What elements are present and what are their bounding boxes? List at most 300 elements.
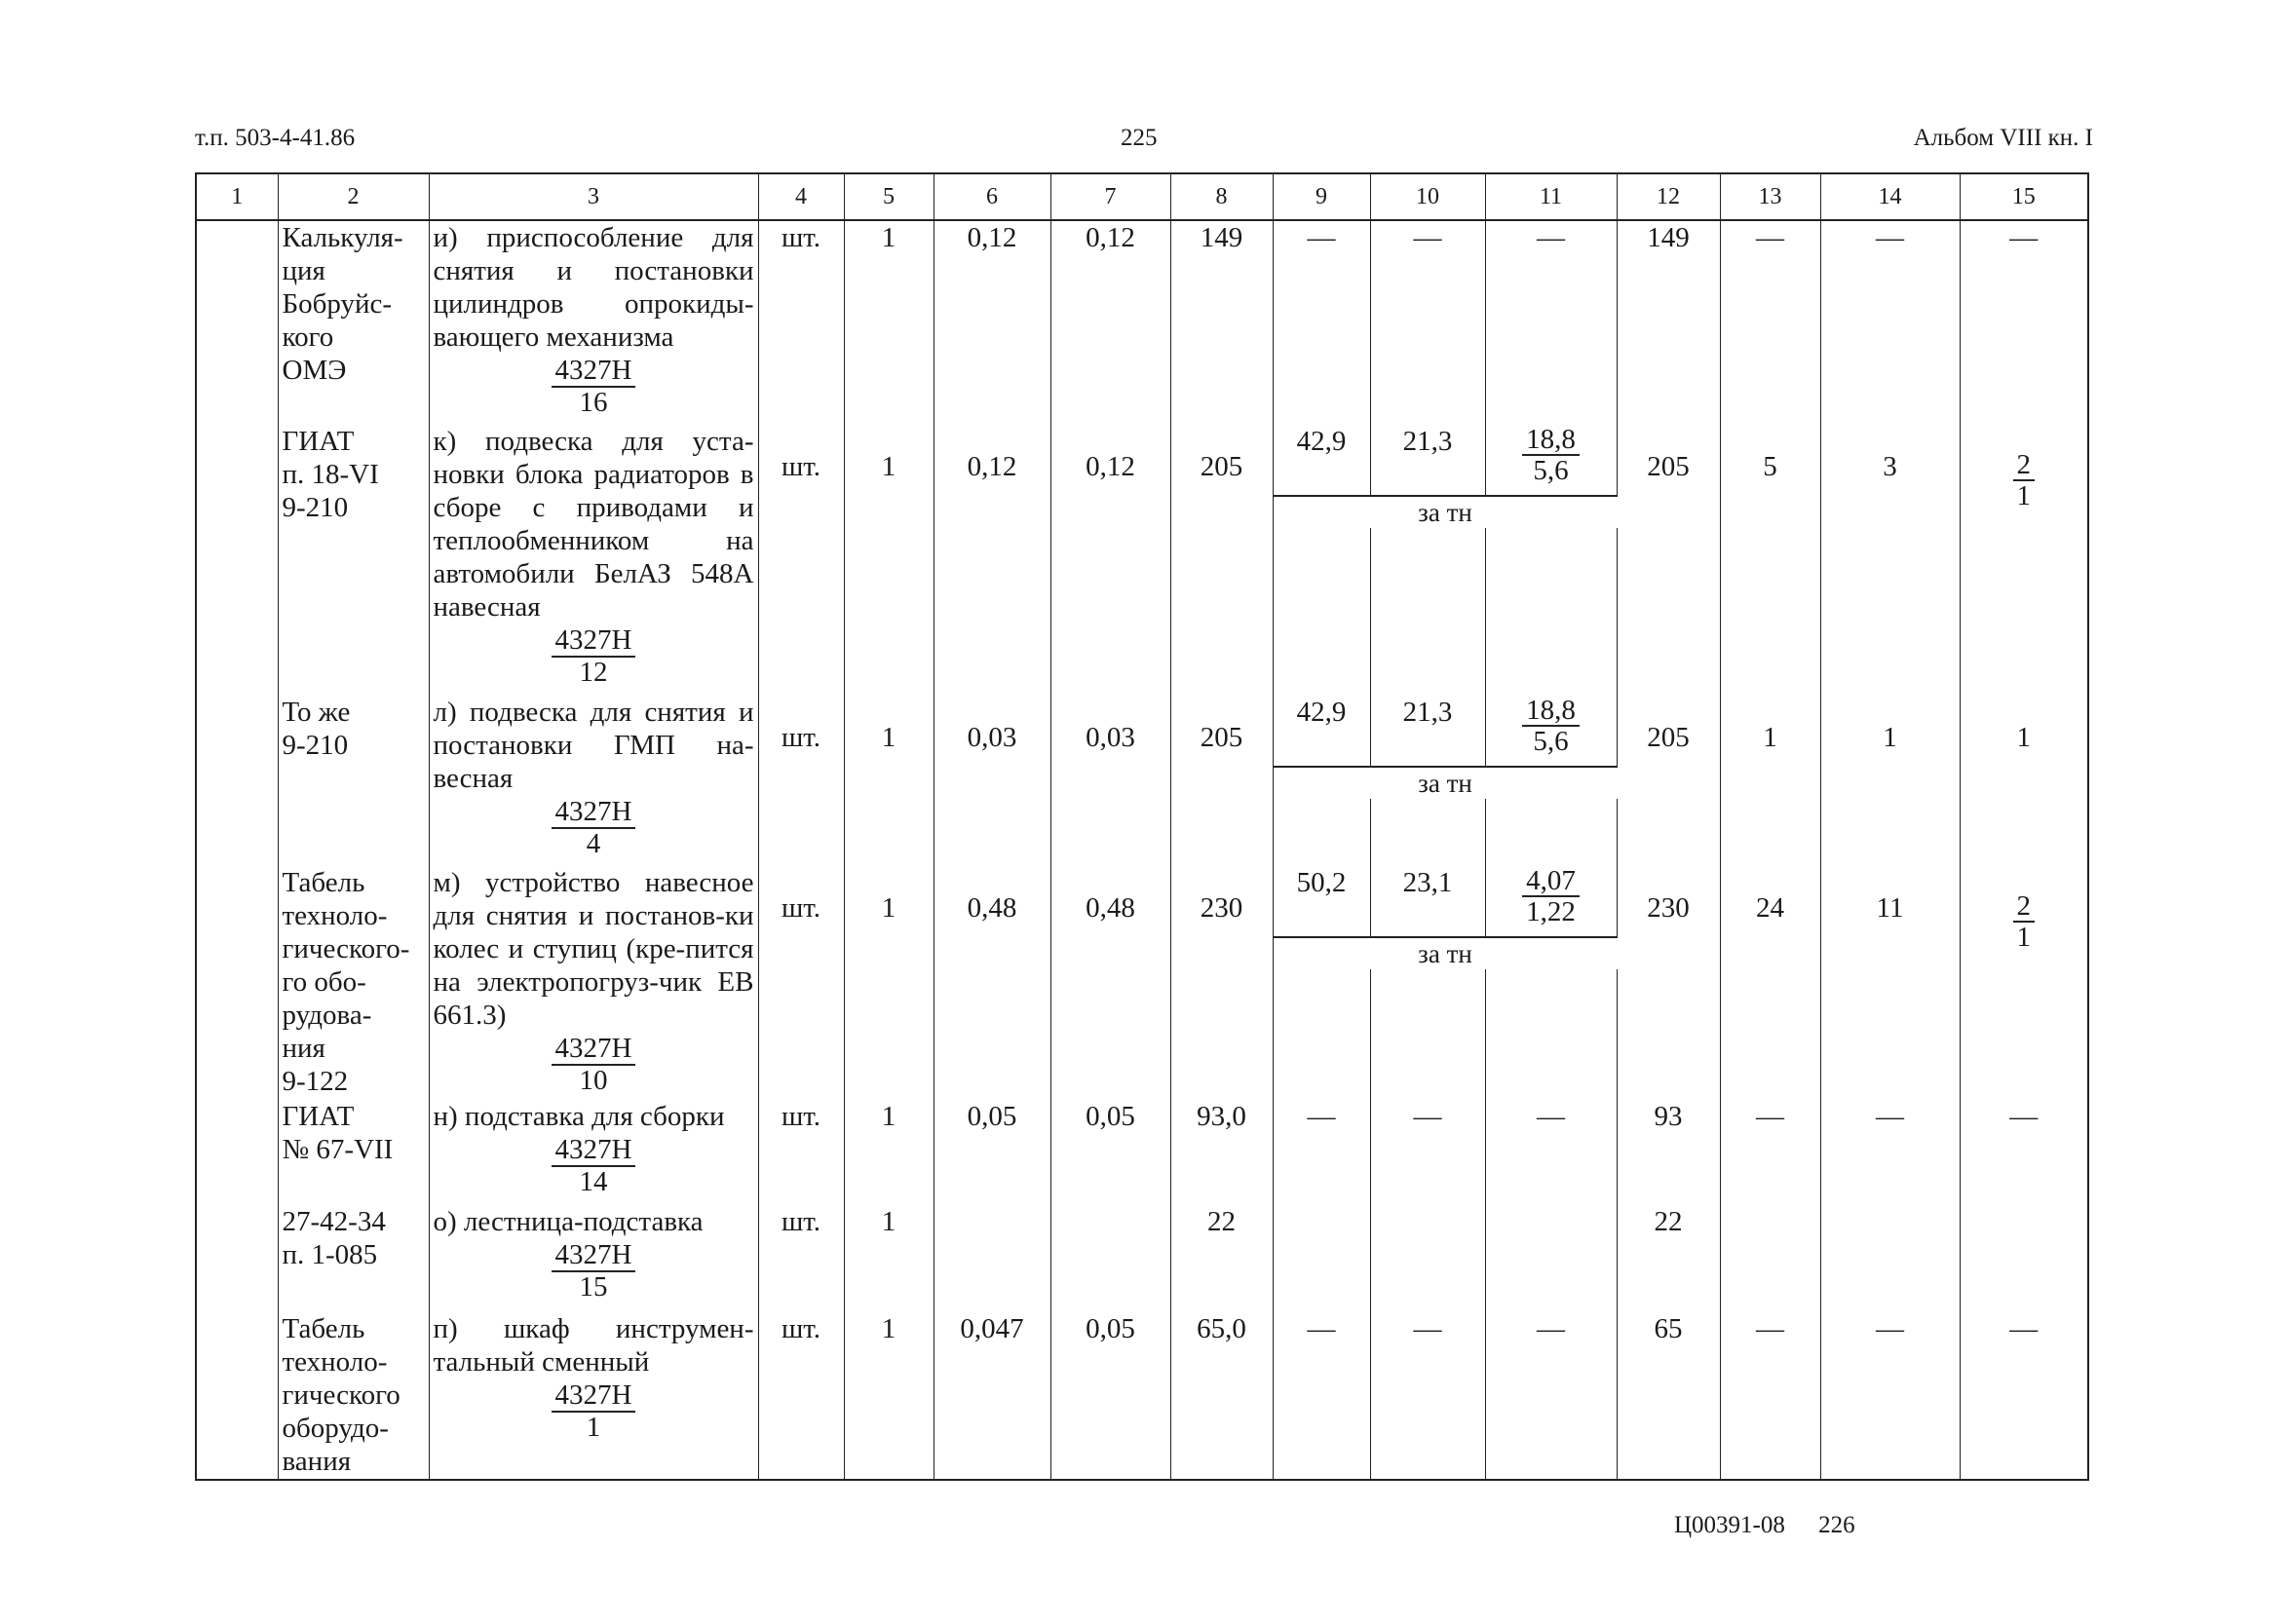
drawing-number: [434, 1379, 754, 1443]
table-row: [196, 1205, 2088, 1312]
table-cell: [1960, 1312, 2088, 1480]
cell-value: 11: [1876, 892, 1904, 924]
description-text: н) подставка для сборки: [433, 1101, 725, 1132]
fraction-denominator: 1: [2016, 480, 2031, 511]
cell-value: —: [1537, 1101, 1565, 1132]
cell-value: 93,0: [1197, 1101, 1246, 1132]
fraction-numerator: 2: [2013, 891, 2036, 923]
unit-cell: [758, 425, 844, 696]
per-ton-label: за тн: [1274, 936, 1618, 969]
row-index-cell: [196, 1312, 278, 1480]
drawing-numerator: 4327Н: [552, 797, 636, 829]
description-cell: [429, 1100, 758, 1205]
description-text: и) приспособление для снятия и постановки цилиндров опрокиды-вающего механизма: [433, 222, 754, 353]
drawing-denominator: 1: [586, 1412, 601, 1443]
fraction-value: [1522, 425, 1580, 485]
table-cell: [1960, 1205, 2088, 1312]
source-line: ГИАТ: [282, 1101, 355, 1132]
spacer: [763, 866, 840, 891]
cell-value: 0,05: [1086, 1313, 1135, 1344]
table-cell: [1720, 1312, 1820, 1480]
cell-value: 0,12: [967, 451, 1017, 482]
cell-value: 0,05: [967, 1101, 1017, 1132]
quantity-value: 1: [881, 222, 896, 253]
column-header: 9: [1273, 173, 1370, 220]
source-line: ция: [282, 255, 325, 286]
fraction-denominator: 1: [2016, 922, 2031, 953]
drawing-number: [434, 354, 754, 418]
cell-value: 42,9: [1296, 697, 1347, 728]
source-line: ГИАТ: [282, 426, 355, 457]
unit-value: шт.: [781, 722, 821, 753]
description-text: п) шкаф инструмен-тальный сменный: [433, 1313, 754, 1378]
table-cell: [1960, 220, 2088, 425]
column-header: 3: [429, 173, 758, 220]
source-line: То же: [282, 697, 351, 728]
source-cell: [278, 1100, 429, 1205]
cell-value: 205: [1647, 451, 1690, 482]
unit-value: шт.: [781, 1206, 821, 1237]
drawing-numerator: 4327Н: [552, 356, 636, 388]
source-line: 9-210: [282, 730, 349, 761]
source-line: 27-42-34: [282, 1206, 386, 1237]
cell-value: 205: [1647, 722, 1690, 753]
table-cell: [1617, 696, 1720, 866]
cell-value: —: [1307, 1101, 1336, 1132]
cell-value: 0,03: [1086, 722, 1135, 753]
footer-code: Ц00391-08: [1674, 1512, 1785, 1538]
quantity-value: 1: [881, 722, 896, 753]
table-cell: [1485, 1205, 1617, 1312]
drawing-numerator: 4327Н: [552, 1240, 636, 1272]
table-cell: [1820, 696, 1960, 866]
description-cell: [429, 425, 758, 696]
fraction-numerator: 2: [2013, 450, 2036, 481]
drawing-denominator: 14: [579, 1166, 608, 1197]
fraction-numerator: 18,8: [1522, 425, 1580, 456]
table-cell: [1170, 1100, 1273, 1205]
table-cell: [1617, 1312, 1720, 1480]
table-row: [196, 220, 2088, 425]
quantity-value: 1: [881, 892, 896, 924]
cell-value: 0,12: [1086, 222, 1135, 253]
spacer: [1825, 425, 1956, 450]
description-cell: [429, 866, 758, 1100]
cell-value: 0,12: [1086, 451, 1135, 482]
cell-value: 1: [2016, 722, 2031, 753]
table-cell: [1370, 1205, 1485, 1312]
spacer: [938, 425, 1047, 450]
fraction-value: [1522, 696, 1580, 756]
cell-value: 93: [1654, 1101, 1683, 1132]
table-cell: [1050, 220, 1170, 425]
table-cell: [1370, 220, 1485, 425]
table-cell: [1170, 1205, 1273, 1312]
table-cell: [934, 1100, 1050, 1205]
table-cell: [1485, 220, 1617, 425]
cell-value: 21,3: [1402, 426, 1453, 457]
unit-value: шт.: [781, 451, 821, 482]
table-cell: [1485, 425, 1617, 696]
cell-value: 0,48: [967, 892, 1017, 924]
cell-value: —: [1756, 1101, 1784, 1132]
unit-value: шт.: [781, 1313, 821, 1344]
fraction-value: [2013, 891, 2036, 952]
row-index-cell: [196, 1100, 278, 1205]
row-index-cell: [196, 696, 278, 866]
cell-value: 5: [1763, 451, 1777, 482]
source-cell: [278, 696, 429, 866]
table-cell: [934, 696, 1050, 866]
row-index-cell: [196, 425, 278, 696]
cell-value: 205: [1200, 722, 1243, 753]
column-header: 5: [844, 173, 934, 220]
cell-value: 0,047: [960, 1313, 1024, 1344]
cell-value: 24: [1756, 892, 1784, 924]
spacer: [1725, 866, 1816, 891]
spacer: [1964, 696, 2084, 721]
table-cell: [1617, 1205, 1720, 1312]
cell-value: 149: [1647, 222, 1690, 253]
column-header: 4: [758, 173, 844, 220]
cell-value: 65: [1654, 1313, 1683, 1344]
source-line: № 67-VII: [282, 1134, 394, 1165]
table-cell: [1960, 696, 2088, 866]
table-cell: [934, 425, 1050, 696]
source-line: Бобруйс-: [282, 288, 393, 320]
drawing-numerator: 4327Н: [552, 1135, 636, 1167]
fraction-denominator: 5,6: [1533, 455, 1569, 486]
footer-page: 226: [1818, 1512, 1855, 1538]
fraction-denominator: 1,22: [1526, 896, 1576, 927]
table-cell: [1820, 1312, 1960, 1480]
source-line: оборудо-: [282, 1413, 389, 1444]
spacer: [1825, 866, 1956, 891]
table-cell: [1960, 1100, 2088, 1205]
per-ton-label: за тн: [1274, 766, 1618, 799]
spacer: [1055, 696, 1166, 721]
spacer: [1725, 425, 1816, 450]
column-header: 14: [1820, 173, 1960, 220]
quantity-cell: [844, 220, 934, 425]
source-line: 9-210: [282, 492, 349, 523]
table-cell: [1050, 866, 1170, 1100]
unit-cell: [758, 1100, 844, 1205]
column-header: 13: [1720, 173, 1820, 220]
drawing-numerator: 4327Н: [552, 1380, 636, 1413]
fraction-value: [1522, 866, 1580, 926]
table-cell: [1720, 1205, 1820, 1312]
table-cell: [1370, 425, 1485, 696]
source-line: Табель: [282, 1313, 365, 1344]
cell-value: 42,9: [1296, 426, 1347, 457]
table-cell: [934, 1312, 1050, 1480]
drawing-number: [434, 1133, 754, 1197]
spacer: [763, 425, 840, 450]
cell-value: 50,2: [1296, 867, 1347, 898]
cell-value: 65,0: [1197, 1313, 1246, 1344]
table-row: [196, 425, 2088, 696]
fraction-denominator: 5,6: [1533, 726, 1569, 757]
description-text: к) подвеска для уста-новки блока радиаторов в сборе с приводами и теплообменником на автомобили БелАЗ 548А навесная: [433, 426, 754, 623]
table-cell: [1820, 866, 1960, 1100]
cell-value: —: [2009, 1313, 2039, 1344]
unit-cell: [758, 1205, 844, 1312]
cell-value: —: [1307, 1313, 1336, 1344]
description-cell: [429, 220, 758, 425]
source-line: 9-122: [282, 1066, 349, 1097]
table-cell: [1370, 1100, 1485, 1205]
cell-value: 3: [1883, 451, 1897, 482]
footer: [1674, 1512, 1883, 1539]
table-cell: [1170, 220, 1273, 425]
drawing-denominator: 10: [579, 1065, 608, 1096]
spacer: [1964, 866, 2084, 891]
spacer: [1825, 696, 1956, 721]
spacer: [1175, 866, 1269, 891]
table-cell: [1617, 866, 1720, 1100]
unit-value: шт.: [781, 222, 821, 253]
cell-value: —: [1756, 222, 1784, 253]
cell-value: —: [1537, 222, 1565, 253]
column-header: 8: [1170, 173, 1273, 220]
table-cell: [1370, 866, 1485, 1100]
cell-value: 149: [1200, 222, 1243, 253]
unit-cell: [758, 220, 844, 425]
cell-value: —: [1413, 222, 1442, 253]
quantity-value: 1: [881, 1313, 896, 1344]
description-text: о) лестница-подставка: [433, 1206, 704, 1237]
column-header: 7: [1050, 173, 1170, 220]
table-cell: [1820, 220, 1960, 425]
column-header: 2: [278, 173, 429, 220]
drawing-numerator: 4327Н: [552, 1034, 636, 1066]
description-text: л) подвеска для снятия и постановки ГМП на-весная: [433, 697, 754, 794]
table-cell: [1050, 425, 1170, 696]
fraction-numerator: 18,8: [1522, 696, 1580, 727]
spacer: [849, 696, 930, 721]
drawing-denominator: 16: [579, 387, 608, 418]
cell-value: 21,3: [1402, 697, 1453, 728]
source-cell: [278, 1312, 429, 1480]
fraction-numerator: 4,07: [1522, 866, 1580, 897]
cell-value: —: [1413, 1101, 1442, 1132]
source-line: п. 1-085: [282, 1239, 378, 1270]
description-cell: [429, 696, 758, 866]
spacer: [938, 866, 1047, 891]
quantity-cell: [844, 1312, 934, 1480]
table-cell: [1273, 425, 1370, 696]
cell-value: —: [1756, 1313, 1784, 1344]
source-line: гического-: [282, 933, 410, 964]
cell-value: —: [2009, 222, 2039, 253]
column-number-row: [196, 173, 2088, 220]
drawing-number: [434, 1032, 754, 1096]
table-cell: [1273, 1312, 1370, 1480]
spacer: [763, 696, 840, 721]
source-line: Калькуля-: [282, 222, 403, 253]
cell-value: 23,1: [1402, 867, 1453, 898]
source-line: ОМЭ: [282, 355, 347, 386]
source-line: техноло-: [282, 900, 388, 931]
cell-value: —: [1537, 1313, 1565, 1344]
quantity-cell: [844, 696, 934, 866]
spacer: [849, 425, 930, 450]
unit-cell: [758, 696, 844, 866]
drawing-number: [434, 1238, 754, 1303]
table-cell: [1170, 1312, 1273, 1480]
cell-value: 205: [1200, 451, 1243, 482]
cell-value: 22: [1207, 1206, 1236, 1237]
row-index-cell: [196, 1205, 278, 1312]
spacer: [1175, 696, 1269, 721]
table-cell: [1170, 866, 1273, 1100]
table-cell: [1720, 425, 1820, 696]
table-cell: [1050, 1312, 1170, 1480]
table-cell: [1050, 1100, 1170, 1205]
table-cell: [934, 1205, 1050, 1312]
cell-value: 0,48: [1086, 892, 1135, 924]
per-ton-label: за тн: [1274, 495, 1618, 528]
table-cell: [1960, 425, 2088, 696]
table-cell: [1273, 866, 1370, 1100]
description-cell: [429, 1312, 758, 1480]
quantity-cell: [844, 1205, 934, 1312]
column-header: 10: [1370, 173, 1485, 220]
table-cell: [1050, 1205, 1170, 1312]
table-cell: [1617, 425, 1720, 696]
description-cell: [429, 1205, 758, 1312]
table-cell: [1617, 1100, 1720, 1205]
album-reference: Альбом VIII кн. I: [1913, 125, 2093, 151]
column-header: 1: [196, 173, 278, 220]
table-cell: [934, 220, 1050, 425]
table-cell: [1485, 1100, 1617, 1205]
quantity-value: 1: [881, 1101, 896, 1132]
source-line: техноло-: [282, 1346, 388, 1378]
cell-value: 22: [1654, 1206, 1683, 1237]
drawing-denominator: 12: [579, 657, 608, 688]
unit-cell: [758, 1312, 844, 1480]
fraction-value: [2013, 450, 2036, 510]
source-cell: [278, 1205, 429, 1312]
table-row: [196, 1312, 2088, 1480]
table-cell: [1617, 220, 1720, 425]
cell-value: 230: [1647, 892, 1690, 924]
table-cell: [1170, 696, 1273, 866]
table-cell: [1370, 1312, 1485, 1480]
cell-value: —: [1413, 1313, 1442, 1344]
quantity-value: 1: [881, 1206, 896, 1237]
table-cell: [934, 866, 1050, 1100]
cell-value: 0,03: [967, 722, 1017, 753]
quantity-cell: [844, 1100, 934, 1205]
source-line: вания: [282, 1446, 352, 1477]
table-cell: [1273, 220, 1370, 425]
table-cell: [1485, 1312, 1617, 1480]
equipment-table: [195, 172, 2089, 1481]
table-cell: [1170, 425, 1273, 696]
quantity-cell: [844, 866, 934, 1100]
cell-value: —: [2009, 1101, 2039, 1132]
source-line: Табель: [282, 867, 365, 898]
drawing-denominator: 15: [579, 1271, 608, 1303]
row-index-cell: [196, 220, 278, 425]
table-cell: [1050, 696, 1170, 866]
spacer: [1055, 866, 1166, 891]
row-index-cell: [196, 866, 278, 1100]
cell-value: 0,05: [1086, 1101, 1135, 1132]
source-cell: [278, 425, 429, 696]
document-code: т.п. 503-4-41.86: [195, 125, 356, 151]
unit-value: шт.: [781, 1101, 821, 1132]
column-header: 12: [1617, 173, 1720, 220]
table-row: [196, 1100, 2088, 1205]
source-cell: [278, 866, 429, 1100]
drawing-number: [434, 623, 754, 688]
table-cell: [1820, 1205, 1960, 1312]
table-cell: [1720, 1100, 1820, 1205]
table-cell: [1370, 696, 1485, 866]
table-cell: [1960, 866, 2088, 1100]
drawing-denominator: 4: [586, 828, 601, 859]
unit-value: шт.: [781, 892, 821, 924]
spacer: [1055, 425, 1166, 450]
table-cell: [1720, 696, 1820, 866]
cell-value: —: [1876, 1101, 1904, 1132]
table-cell: [1720, 866, 1820, 1100]
table-cell: [1720, 220, 1820, 425]
table-cell: [1820, 425, 1960, 696]
cell-value: —: [1876, 222, 1904, 253]
spacer: [1964, 425, 2084, 450]
source-line: кого: [282, 321, 334, 353]
spacer: [1175, 425, 1269, 450]
spacer: [1621, 696, 1716, 721]
table-body: [196, 220, 2088, 1480]
source-line: ния: [282, 1033, 325, 1064]
unit-cell: [758, 866, 844, 1100]
spacer: [849, 866, 930, 891]
source-line: го обо-: [282, 966, 366, 998]
quantity-value: 1: [881, 451, 896, 482]
spacer: [1725, 696, 1816, 721]
source-line: рудова-: [282, 1000, 372, 1031]
cell-value: 230: [1200, 892, 1243, 924]
table-row: [196, 696, 2088, 866]
drawing-numerator: 4327Н: [552, 625, 636, 658]
column-header: 6: [934, 173, 1050, 220]
cell-value: 0,12: [967, 222, 1017, 253]
table-cell: [1273, 1100, 1370, 1205]
cell-value: —: [1307, 222, 1336, 253]
table-cell: [1273, 1205, 1370, 1312]
cell-value: —: [1876, 1313, 1904, 1344]
cell-value: 1: [1763, 722, 1777, 753]
spacer: [1621, 425, 1716, 450]
table-cell: [1485, 866, 1617, 1100]
source-cell: [278, 220, 429, 425]
table-cell: [1820, 1100, 1960, 1205]
cell-value: 1: [1883, 722, 1897, 753]
table-row: [196, 866, 2088, 1100]
column-header: 11: [1485, 173, 1617, 220]
page-number: 225: [1121, 125, 1158, 151]
column-header: 15: [1960, 173, 2088, 220]
quantity-cell: [844, 425, 934, 696]
description-text: м) устройство навесное для снятия и постанов-ки колес и ступиц (кре-пится на электропогруз-чик ЕВ 661.3): [433, 867, 754, 1031]
source-line: п. 18-VI: [282, 459, 379, 490]
